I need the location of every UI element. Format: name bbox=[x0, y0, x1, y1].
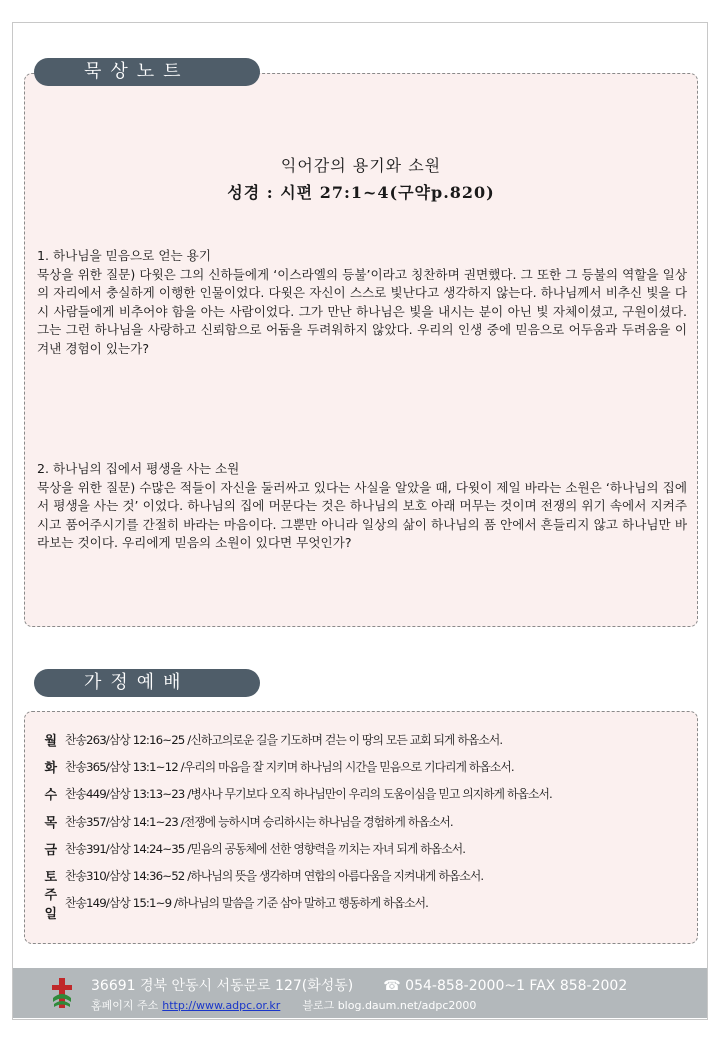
worship-text: 찬송391/삼상 14:24~35 /믿음의 공동체에 선한 영향력을 끼치는 자녀 되게 하옵소서. bbox=[65, 841, 466, 856]
meditation-section-1 bbox=[37, 247, 687, 359]
worship-day: 토 bbox=[44, 870, 57, 886]
worship-row bbox=[33, 808, 693, 835]
worship-day: 금 bbox=[44, 842, 57, 858]
worship-row bbox=[33, 726, 693, 753]
worship-day: 수 bbox=[44, 788, 57, 804]
worship-row bbox=[33, 780, 693, 807]
section-heading: 2. 하나님의 집에서 평생을 사는 소원 bbox=[37, 461, 240, 476]
section-body: 묵상을 위한 질문) 수많은 적들이 자신을 둘러싸고 있다는 사실을 알았을 때, 다윗이 제일 바라는 소원은 ‘하나님의 집에서 평생을 사는 것’ 이었다. 하나님의 집에 머문다는 것은 하나님의 보호 아래 머무는 것이며 전쟁의 위기 속에서 지켜주시고 품어주시기를 간절히 바라는 마음이다. 그뿐만 아니라 일상의 삶이 하나님의 품 안에서 흔들리지 않고 하나님만 바라보는 것이다. 우리에게 믿음의 소원이 있다면 무엇인가? bbox=[37, 479, 687, 551]
meditation-box bbox=[24, 73, 698, 627]
homepage-label: 홈페이지 주소 bbox=[91, 999, 159, 1012]
footer bbox=[13, 968, 707, 1018]
footer-blog: 블로그 blog.daum.net/adpc2000 bbox=[302, 999, 477, 1012]
family-worship-box bbox=[24, 711, 698, 944]
section-heading: 1. 하나님을 믿음으로 얻는 용기 bbox=[37, 248, 212, 263]
worship-row bbox=[33, 753, 693, 780]
worship-row bbox=[33, 835, 693, 862]
section-body: 묵상을 위한 질문) 다윗은 그의 신하들에게 ‘이스라엘의 등불’이라고 칭찬하며 권면했다. 그 또한 그 등불의 역할을 일상의 자리에서 충실하게 이행한 인물이었다. 다윗은 자신이 스스로 빛난다고 생각하지 않는다. 하나님께서 비추신 빛을 다시 사람들에게 비추어야 함을 아는 사람이었다. 그가 만난 하나님은 빛을 내시는 분이 아닌 빛 자체이셨고, 구원이셨다. 그는 그런 하나님을 사랑하고 신뢰함으로 어둠을 두려워하지 않았다. 우리의 인생 중에 믿음으로 어두움과 두려움을 이겨낸 경험이 있는가? bbox=[37, 266, 687, 356]
worship-text: 찬송263/삼상 12:16~25 /신하고의로운 길을 기도하며 걷는 이 땅의 모든 교회 되게 하옵소서. bbox=[65, 733, 503, 748]
worship-text: 찬송310/삼상 14:36~52 /하나님의 뜻을 생각하며 연합의 아름다움을 지켜내게 하옵소서. bbox=[65, 869, 484, 884]
meditation-section-2 bbox=[37, 460, 687, 553]
worship-day: 목 bbox=[44, 815, 57, 831]
worship-text: 찬송149/삼상 15:1~9 /하나님의 말씀을 기준 삼아 말하고 행동하게 하옵소서. bbox=[65, 896, 428, 911]
worship-text: 찬송449/삼상 13:13~23 /병사나 무기보다 오직 하나님만이 우리의 도움이심을 믿고 의지하게 하옵소서. bbox=[65, 787, 552, 802]
worship-row bbox=[33, 862, 693, 889]
footer-web-line bbox=[91, 997, 476, 1013]
worship-text: 찬송357/삼상 14:1~23 /전쟁에 능하시며 승리하시는 하나님을 경험하게 하옵소서. bbox=[65, 814, 453, 829]
meditation-header: 묵상노트 bbox=[34, 58, 260, 86]
worship-text: 찬송365/삼상 13:1~12 /우리의 마음을 잘 지키며 하나님의 시간을 믿음으로 기다리게 하옵소서. bbox=[65, 760, 514, 775]
footer-address: 36691 경북 안동시 서동문로 127(화성동) bbox=[91, 978, 354, 994]
worship-day: 주일 bbox=[44, 887, 57, 922]
church-cross-logo-icon bbox=[49, 976, 75, 1010]
homepage-link[interactable]: http://www.adpc.or.kr bbox=[162, 999, 281, 1012]
worship-day: 화 bbox=[44, 761, 57, 777]
family-worship-header: 가정예배 bbox=[34, 669, 260, 697]
footer-phone: ☎ 054-858-2000~1 FAX 858-2002 bbox=[383, 978, 628, 994]
footer-address-line bbox=[91, 975, 627, 995]
worship-list bbox=[33, 726, 693, 922]
meditation-title: 익어감의 용기와 소원 bbox=[280, 156, 442, 175]
worship-row bbox=[33, 887, 693, 922]
worship-day: 월 bbox=[44, 734, 57, 750]
meditation-scripture: 성경 : 시편 27:1~4(구약p.820) bbox=[227, 183, 495, 202]
